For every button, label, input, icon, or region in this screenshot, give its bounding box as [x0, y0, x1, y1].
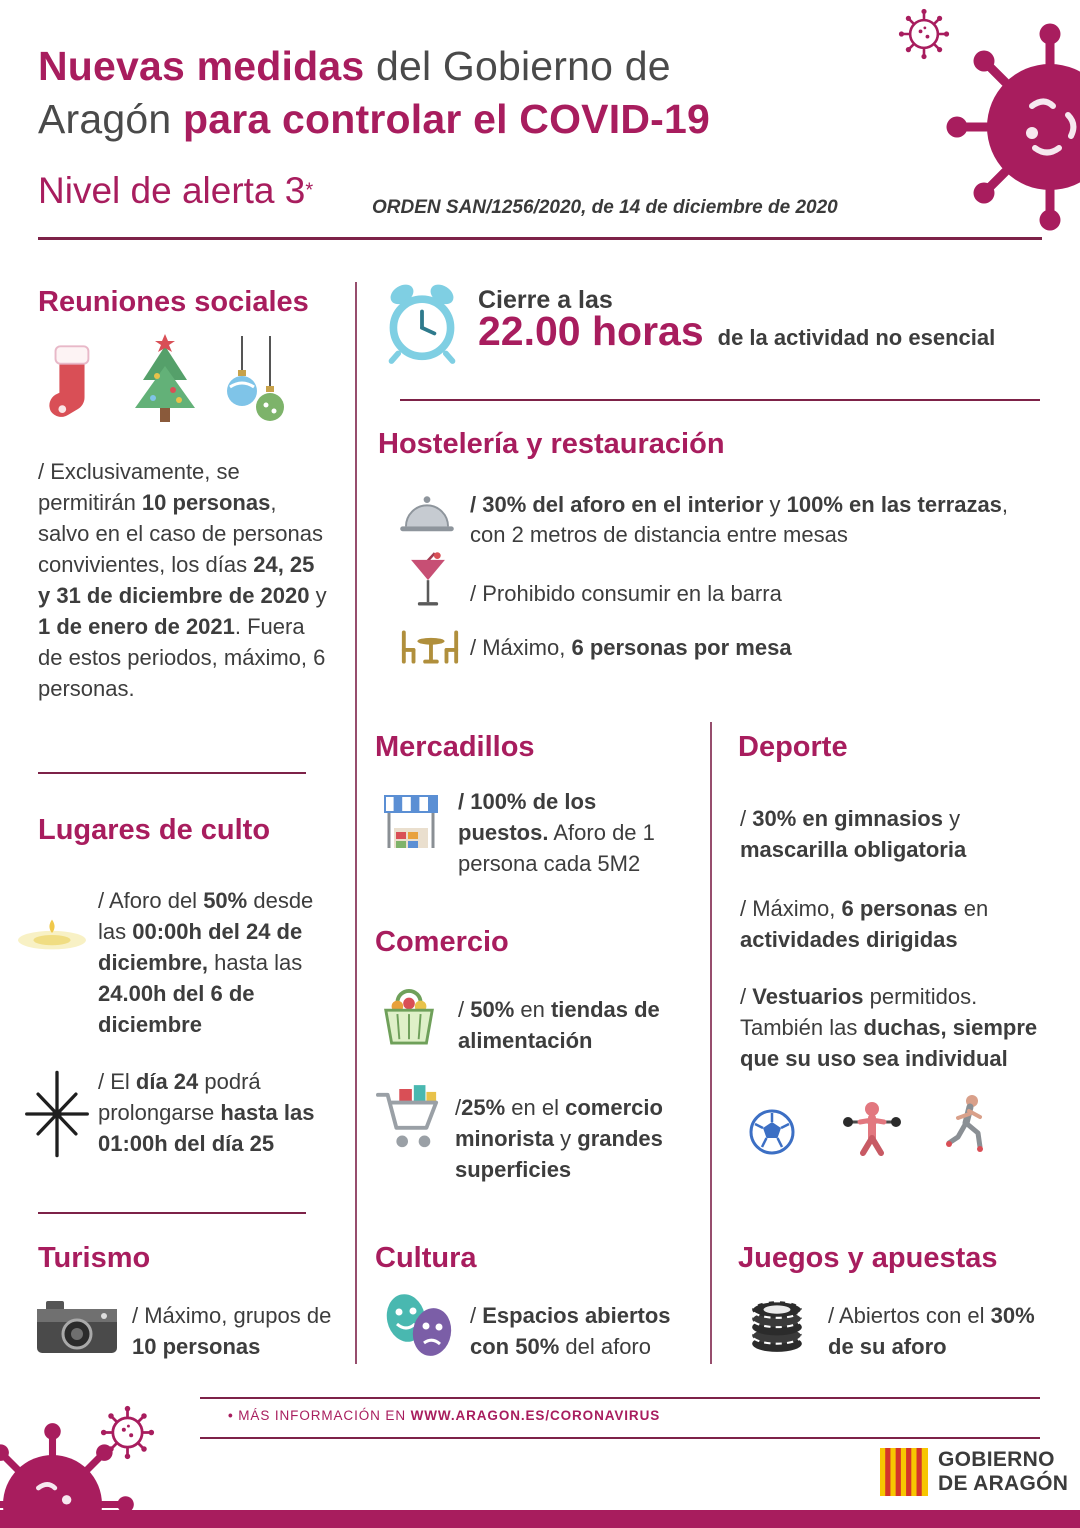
divider: [38, 772, 306, 774]
divider: [400, 399, 1040, 401]
poker-chips-icon: [748, 1292, 806, 1354]
reuniones-body-text: / Exclusivamente, se permitirán 10 personas, salvo en el caso de personas convivientes, los días 24, 25 y 31 de diciembre de 2020 y 1 de enero de 2021. Fuera de estos periodos, máximo, 6 personas.: [38, 459, 327, 701]
hosteleria-item-2-text: / Prohibido consumir en la barra: [470, 581, 782, 606]
culto-item-1-text: / Aforo del 50% desde las 00:00h del 24 de diciembre, hasta las 24.00h del 6 de diciembre: [98, 888, 314, 1037]
serving-dish-icon: [400, 492, 454, 536]
logo-line1: GOBIERNO: [938, 1448, 1055, 1471]
section-title-deporte: Deporte: [738, 731, 848, 763]
mercadillos-body-text: / 100% de los puestos. Aforo de 1 persona cada 5M2: [458, 789, 655, 876]
ornaments-icon: [222, 336, 290, 430]
aragon-flag-icon: [880, 1448, 928, 1496]
bottom-bar: [0, 1510, 1080, 1528]
section-title-juegos: Juegos y apuestas: [738, 1242, 998, 1274]
turismo-body-text: / Máximo, grupos de 10 personas: [132, 1303, 332, 1359]
theater-masks-icon: [380, 1292, 458, 1360]
camera-icon: [36, 1297, 118, 1355]
table-and-chairs-icon: [398, 628, 462, 668]
footer-divider-bottom: [200, 1437, 1040, 1439]
section-title-culto: Lugares de culto: [38, 814, 271, 846]
divider: [38, 1212, 306, 1214]
section-title-cultura: Cultura: [375, 1242, 477, 1274]
column-divider: [710, 722, 712, 1364]
closing-intro: Cierre a las: [478, 286, 613, 314]
title-accent-1: Nuevas medidas: [38, 43, 365, 89]
footer-info-text: • MÁS INFORMACIÓN EN WWW.ARAGON.ES/CORONAVIRUS: [228, 1408, 661, 1423]
hosteleria-item-1-text: / 30% del aforo en el interior y 100% en las terrazas, con 2 metros de distancia entre mesas: [470, 492, 1009, 547]
weightlifting-icon: [840, 1098, 904, 1160]
comercio-item-2-text: /25% en el comercio minorista y grandes superficies: [455, 1095, 663, 1182]
alarm-clock-icon: [382, 280, 462, 364]
cocktail-icon: [406, 548, 450, 614]
title-rest-2: Aragón: [38, 96, 184, 142]
star-icon: [22, 1068, 92, 1160]
virus-icon: [898, 8, 950, 60]
section-title-hosteleria: Hostelería y restauración: [378, 428, 725, 460]
section-title-reuniones: Reuniones sociales: [38, 286, 309, 318]
virus-icon: [945, 22, 1080, 232]
deporte-item-1-text: / 30% en gimnasios y mascarilla obligatoria: [740, 806, 967, 862]
christmas-stocking-icon: [42, 338, 100, 430]
section-title-turismo: Turismo: [38, 1242, 151, 1274]
gobierno-aragon-logo-text: [938, 1448, 1068, 1496]
comercio-item-1-text: / 50% en tiendas de alimentación: [458, 997, 660, 1053]
alert-asterisk: *: [305, 179, 314, 202]
order-reference: ORDEN SAN/1256/2020, de 14 de diciembre de 2020: [372, 197, 838, 218]
page-title-line2: [38, 93, 710, 145]
logo-line2: DE ARAGÓN: [938, 1472, 1069, 1495]
candle-glow-icon: [16, 912, 88, 958]
closing-detail: de la actividad no esencial: [717, 325, 996, 350]
page-title-line1: [38, 40, 671, 92]
closing-time-row: [478, 308, 995, 355]
alert-level-text: Nivel de alerta 3: [38, 170, 306, 211]
deporte-item-2-text: / Máximo, 6 personas en actividades dirigidas: [740, 896, 989, 952]
grocery-basket-icon: [380, 986, 438, 1048]
alert-level: [38, 170, 313, 212]
juegos-body-text: / Abiertos con el 30% de su aforo: [828, 1303, 1035, 1359]
deporte-item-3-text: / Vestuarios permitidos. También las duchas, siempre que su uso sea individual: [740, 984, 1038, 1071]
running-icon: [942, 1092, 994, 1160]
christmas-tree-icon: [128, 332, 202, 430]
section-title-comercio: Comercio: [375, 926, 509, 958]
header-divider: [38, 237, 1042, 240]
soccer-ball-icon: [748, 1108, 796, 1156]
footer-divider-top: [200, 1397, 1040, 1399]
culto-item-2-text: / El día 24 podrá prolongarse hasta las 01:00h del día 25: [98, 1069, 315, 1156]
hosteleria-item-3-text: / Máximo, 6 personas por mesa: [470, 635, 792, 660]
column-divider: [355, 282, 357, 1364]
closing-time: 22.00 horas: [478, 308, 704, 354]
cultura-body-text: / Espacios abiertos con 50% del aforo: [470, 1303, 671, 1359]
section-title-mercadillos: Mercadillos: [375, 731, 535, 763]
market-stall-icon: [382, 792, 440, 856]
shopping-cart-icon: [376, 1082, 440, 1160]
title-accent-2: para controlar el COVID-19: [183, 96, 710, 142]
title-rest-1: del Gobierno de: [364, 43, 671, 89]
